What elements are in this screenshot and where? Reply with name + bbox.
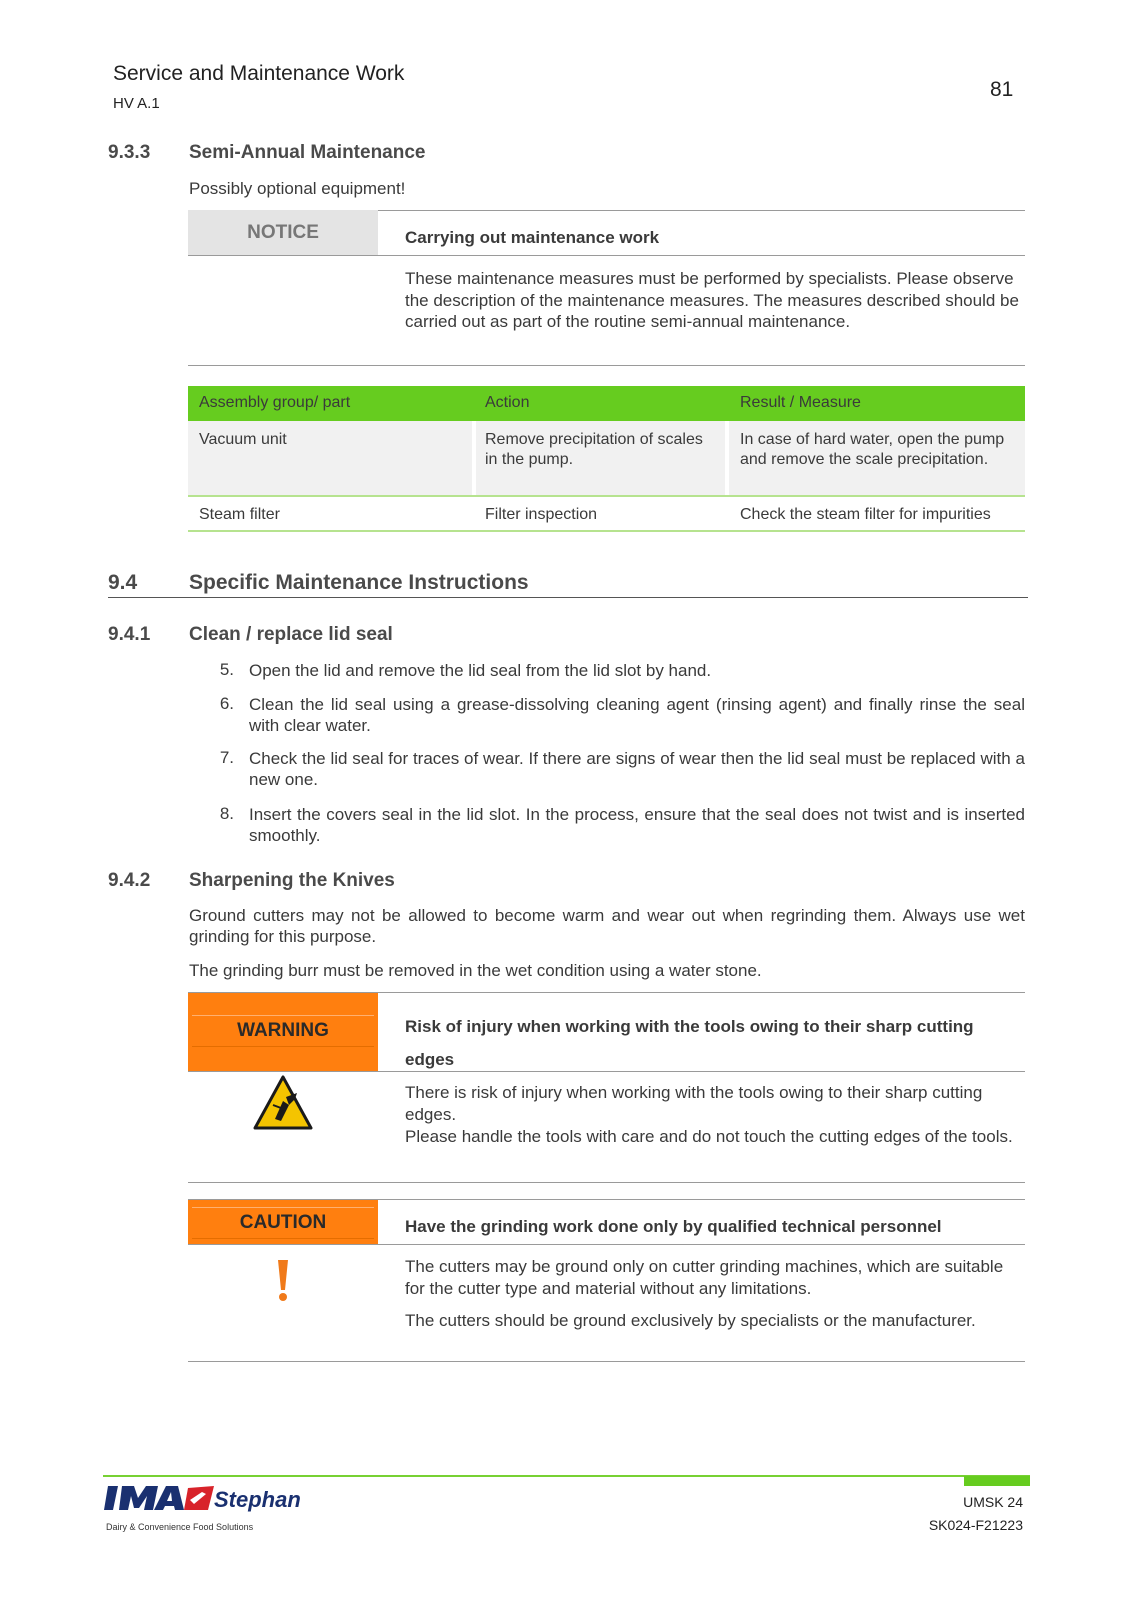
notice-mid-rule xyxy=(188,255,1025,256)
footer-doc-code: UMSK 24 xyxy=(963,1494,1023,1510)
warning-mid-rule xyxy=(188,1071,1025,1072)
section-title-942: Sharpening the Knives xyxy=(189,870,395,891)
document-subtitle: HV A.1 xyxy=(113,95,160,112)
table-header-result: Result / Measure xyxy=(740,394,861,411)
section-number-942: 9.4.2 xyxy=(108,870,151,891)
warning-tag-box xyxy=(188,993,378,1071)
caution-tag-box xyxy=(188,1200,378,1244)
section-title-94: Specific Maintenance Instructions xyxy=(189,571,529,594)
notice-text: These maintenance measures must be performed by specialists. Please observe the description of the maintenance measures. The measures described should be carried out as part of the routine semi-annual maintenance. xyxy=(405,269,1019,331)
cutting-hazard-icon xyxy=(253,1075,313,1136)
caution-text-1: The cutters may be ground only on cutter grinding machines, which are suitable for the cutter type and material without any limitations. xyxy=(405,1257,1004,1298)
warning-text-2: Please handle the tools with care and do not touch the cutting edges of the tools. xyxy=(405,1127,1013,1146)
svg-text:Stephan: Stephan xyxy=(214,1487,301,1512)
caution-mid-rule xyxy=(188,1244,1025,1245)
paragraph: The grinding burr must be removed in the wet condition using a water stone. xyxy=(189,961,762,980)
caution-text-2: The cutters should be ground exclusively by specialists or the manufacturer. xyxy=(405,1311,976,1330)
footer-doc-id: SK024-F21223 xyxy=(928,1517,1023,1533)
section-title-933: Semi-Annual Maintenance xyxy=(189,142,426,163)
table-cell: Check the steam filter for impurities xyxy=(740,506,991,523)
table-cell: Steam filter xyxy=(199,506,280,523)
warning-bottom-rule xyxy=(188,1182,1025,1183)
logo-tagline: Dairy & Convenience Food Solutions xyxy=(106,1522,254,1532)
step-number: 5. xyxy=(219,660,234,679)
section-number-933: 9.3.3 xyxy=(108,142,151,163)
paragraph: Ground cutters may not be allowed to become warm and wear out when regrinding them. Always use wet grinding for this purpose. xyxy=(189,906,1025,946)
ima-stephan-logo xyxy=(104,1482,301,1523)
warning-text-1: There is risk of injury when working with the tools owing to their sharp cutting edges. xyxy=(405,1083,983,1124)
table-cell: Vacuum unit xyxy=(199,431,287,448)
table-header-action: Action xyxy=(485,394,530,411)
footer-accent xyxy=(964,1476,1030,1486)
page-number: 81 xyxy=(990,78,1014,101)
table-cell: In case of hard water, open the pump and remove the scale precipitation. xyxy=(740,431,1005,468)
caution-heading: Have the grinding work done only by qualified technical personnel xyxy=(405,1217,942,1236)
step-number: 6. xyxy=(219,694,234,713)
table-cell: Filter inspection xyxy=(485,506,598,523)
section-number-94: 9.4 xyxy=(108,571,138,594)
section-title-941: Clean / replace lid seal xyxy=(189,624,393,645)
notice-bottom-rule xyxy=(188,365,1025,366)
section-number-941: 9.4.1 xyxy=(108,624,151,645)
section-intro: Possibly optional equipment! xyxy=(189,179,406,198)
caution-bottom-rule xyxy=(188,1361,1025,1362)
step-text: Clean the lid seal using a grease-dissolving cleaning agent (rinsing agent) and finally rinse the seal with clear water. xyxy=(249,695,1025,735)
step-number: 7. xyxy=(219,748,234,767)
warning-tag: WARNING xyxy=(192,1015,374,1047)
step-number: 8. xyxy=(219,804,234,823)
warning-heading: Risk of injury when working with the tools owing to their sharp cutting edges xyxy=(405,1017,974,1069)
table-row-rule xyxy=(188,495,1025,497)
step-text: Open the lid and remove the lid seal from the lid slot by hand. xyxy=(249,661,712,680)
step-text: Check the lid seal for traces of wear. If there are signs of wear then the lid seal must be replaced with a new one. xyxy=(249,749,1025,789)
notice-tag: NOTICE xyxy=(188,210,378,255)
section-rule-94 xyxy=(108,597,1028,598)
footer-rule xyxy=(103,1475,1030,1477)
table-header-part: Assembly group/ part xyxy=(199,394,351,411)
table-bottom-rule xyxy=(188,530,1025,532)
step-text: Insert the covers seal in the lid slot. In the process, ensure that the seal does not twist and is inserted smoothly. xyxy=(249,805,1025,845)
caution-tag: CAUTION xyxy=(192,1207,374,1239)
table-cell: Remove precipitation of scales in the pump. xyxy=(485,431,703,468)
document-title: Service and Maintenance Work xyxy=(113,62,405,85)
exclamation-icon xyxy=(274,1258,292,1307)
notice-heading: Carrying out maintenance work xyxy=(405,228,660,247)
